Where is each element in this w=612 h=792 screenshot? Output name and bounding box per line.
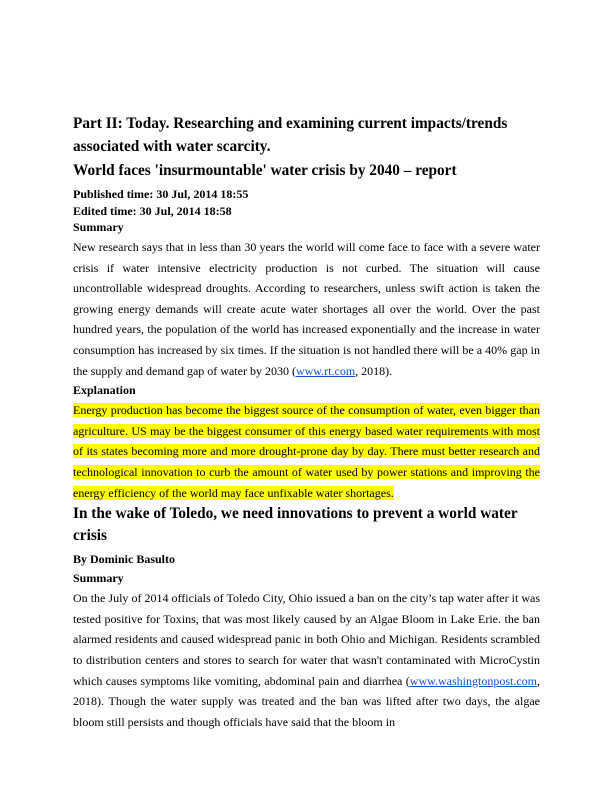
part-heading: Part II: Today. Researching and examining current impacts/trends associated with water scarcity. (73, 115, 508, 155)
summary-paragraph-1 (73, 237, 540, 381)
document-page (73, 112, 540, 732)
summary-label-1: Summary (73, 220, 124, 234)
article-title-1: World faces 'insurmountable' water crisis by 2040 – report (73, 162, 457, 179)
explanation-paragraph (73, 400, 540, 503)
summary-tail-2: , 2018). Though the water supply was treated and the ban was lifted after two days, the algae bloom still persists and though officials have said that the bloom in (73, 673, 540, 729)
summary-text-1: New research says that in less than 30 years the world will come face to face with a severe water crisis if water intensive electricity production is not curbed. The situation will cause uncontrollable widespread droughts. According to researchers, unless swift action is taken the growing energy demands will create acute water shortages all over the world. Over the past hundred years, the population of the world has increased exponentially and the increase in water consumption has increased by six times. If the situation is not handled there will be a 40% gap in the supply and demand gap of water by 2030 ( (73, 240, 540, 378)
explanation-label: Explanation (73, 383, 136, 398)
summary-label-2: Summary (73, 571, 124, 586)
rt-link[interactable]: www.rt.com (295, 363, 356, 378)
washingtonpost-link[interactable]: www.washingtonpost.com (409, 673, 537, 688)
edited-time: Edited time: 30 Jul, 2014 18:58 (73, 204, 232, 218)
byline: By Dominic Basulto (73, 552, 176, 567)
summary-tail-1: , 2018). (355, 363, 393, 378)
article-title-2: In the wake of Toledo, we need innovations to prevent a world water crisis (73, 505, 518, 545)
published-time: Published time: 30 Jul, 2014 18:55 (73, 187, 249, 201)
summary-paragraph-2 (73, 588, 540, 732)
explanation-text: Energy production has become the biggest source of the consumption of water, even bigger than agriculture. US may be the biggest consumer of this energy based water requirements with most of its states becoming more and more drought-prone day by day. There must better research and technological innovation to curb the amount of water used by power stations and improving the energy efficiency of the world may face unfixable water shortages. (73, 403, 540, 500)
summary-text-2: On the July of 2014 officials of Toledo City, Ohio issued a ban on the city’s tap water after it was tested positive for Toxins, that was most likely caused by an Algae Bloom in Lake Erie. the ban alarmed residents and caused widespread panic in both Ohio and Michigan. Residents scrambled to distribution centers and stores to search for water that wasn't contaminated with MicroCystin which causes symptoms like vomiting, abdominal pain and diarrhea ( (73, 591, 540, 688)
